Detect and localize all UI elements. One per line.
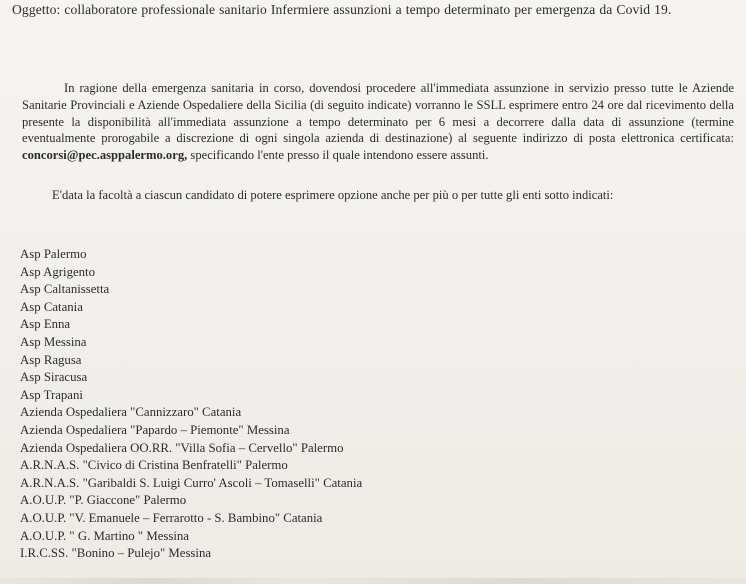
list-item: Asp Enna	[20, 317, 71, 332]
list-item: Azienda Ospedaliera "Cannizzaro" Catania	[20, 405, 242, 420]
list-item: A.O.U.P. " G. Martino " Messina	[20, 528, 189, 543]
list-item: Asp Agrigento	[20, 264, 96, 279]
list-item: A.R.N.A.S. "Garibaldi S. Luigi Curro' Ascoli – Tomaselli" Catania	[20, 475, 363, 490]
list-item: Azienda Ospedaliera "Papardo – Piemonte" Messina	[20, 422, 290, 437]
paragraph-options-text: E'data la facoltà a ciascun candidato di potere esprimere opzione anche per più o per tutte gli enti sotto indicati:	[52, 188, 614, 202]
list-item: Asp Caltanissetta	[20, 282, 110, 297]
list-item: Asp Ragusa	[20, 352, 82, 367]
list-item: Asp Palermo	[20, 247, 87, 261]
list-item: A.R.N.A.S. "Civico di Cristina Benfratelli" Palermo	[20, 458, 288, 473]
paragraph-text-after-email: specificando l'ente presso il quale intendono essere assunti.	[187, 148, 489, 163]
paragraph-availability	[22, 80, 734, 164]
list-item: Azienda Ospedaliera OO.RR. "Villa Sofia – Cervello" Palermo	[20, 440, 344, 455]
list-item: I.R.C.SS. "Bonino – Pulejo" Messina	[20, 546, 212, 561]
pec-email-address: concorsi@pec.asppalermo.org,	[22, 148, 188, 163]
paragraph-text-before-email: In ragione della emergenza sanitaria in corso, dovendosi procedere all'immediata assunzione in servizio presso tutte le Aziende Sanitarie Provinciali e Aziende Ospedaliere della Sicilia (di seguito indicate) vorranno le SSLL esprimere entro 24 ore dal ricevimento della presente la disponibilità all'immediata assunzione a tempo determinato per 6 mesi a decorrere dalla data di assunzione (termine eventualmente prorogabile a discrezione di ogni singola azienda di destinazione) al seguente indirizzo di posta elettronica certificata:	[22, 81, 734, 146]
list-item: A.O.U.P. "P. Giaccone" Palermo	[20, 493, 187, 508]
list-item: Asp Trapani	[20, 387, 83, 402]
list-item: Asp Siracusa	[20, 370, 88, 385]
list-item: A.O.U.P. "V. Emanuele – Ferrarotto - S. Bambino" Catania	[20, 510, 323, 525]
entity-list	[20, 246, 362, 563]
subject-line: Oggetto: collaboratore professionale sanitario Infermiere assunzioni a tempo determinato per emergenza da Covid 19.	[12, 2, 672, 17]
paragraph-options	[22, 187, 734, 204]
list-item: Asp Catania	[20, 299, 83, 314]
list-item: Asp Messina	[20, 334, 87, 349]
page-bottom-edge	[0, 578, 746, 584]
